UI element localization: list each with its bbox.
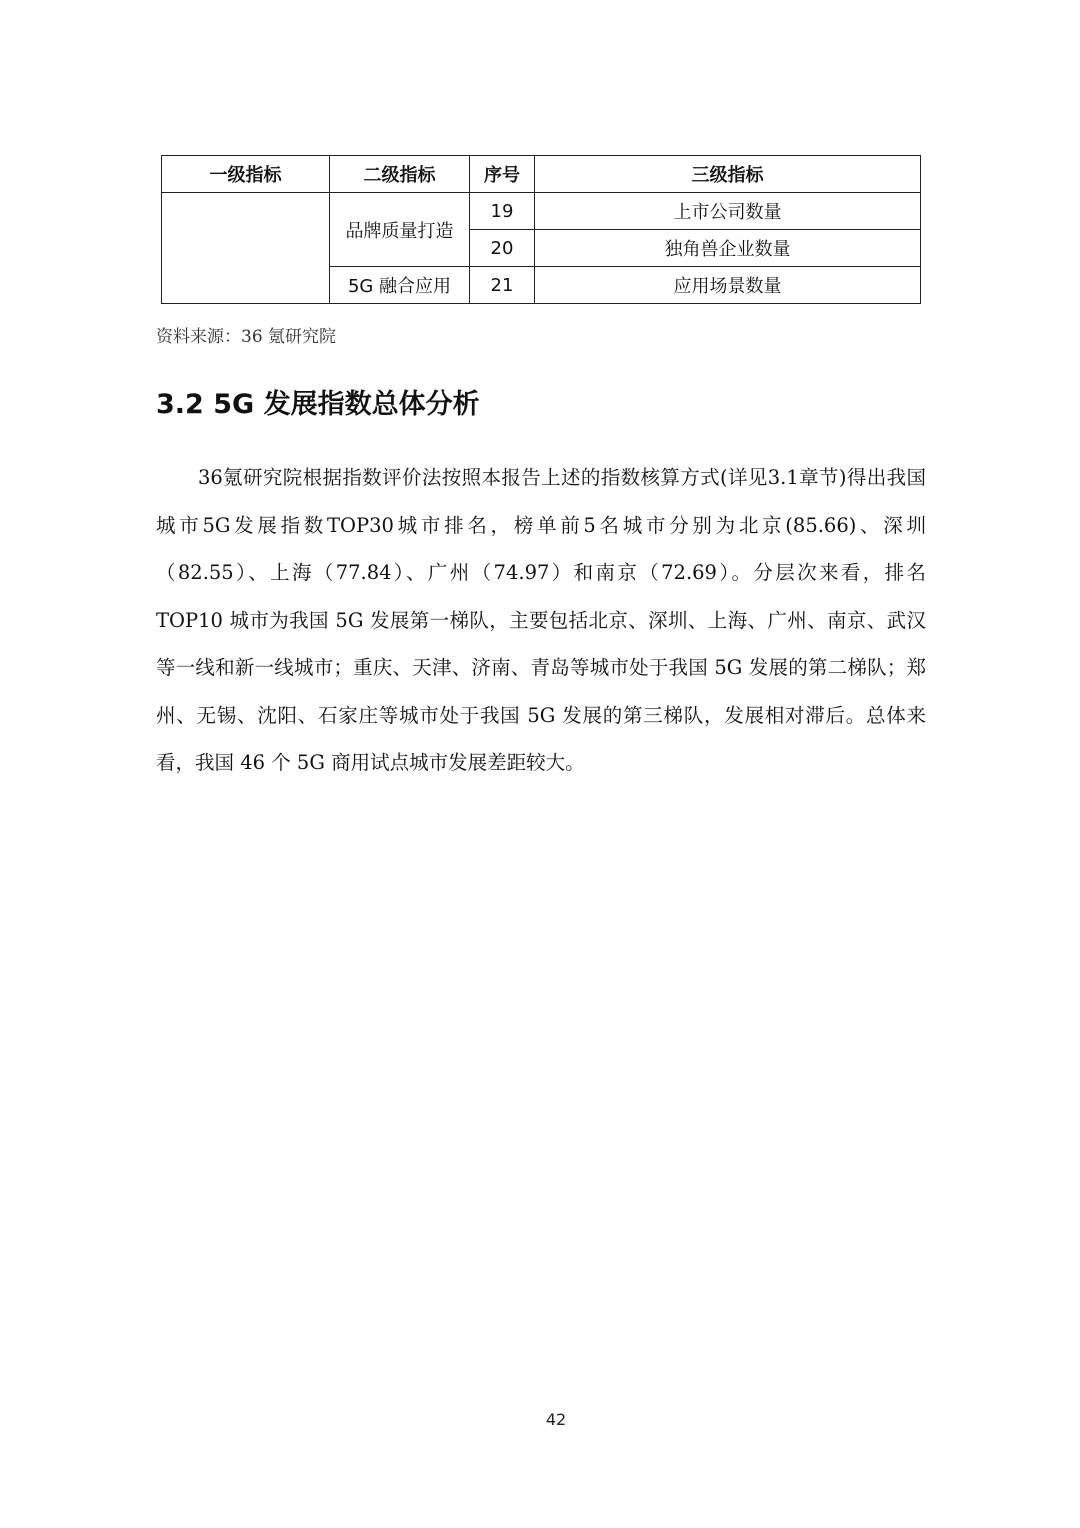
data-source-note: 资料来源：36 氪研究院 <box>156 327 337 347</box>
tertiary-indicator-cell: 上市公司数量 <box>535 193 921 230</box>
header-tertiary-indicator: 三级指标 <box>535 156 921 193</box>
tertiary-indicator-cell: 应用场景数量 <box>535 267 921 304</box>
secondary-indicator-cell: 品牌质量打造 <box>330 193 470 267</box>
page-number: 42 <box>545 1410 567 1429</box>
primary-indicator-cell <box>162 193 330 304</box>
tertiary-indicator-cell: 独角兽企业数量 <box>535 230 921 267</box>
body-paragraph <box>156 454 926 787</box>
serial-number-cell: 19 <box>470 193 535 230</box>
serial-number-cell: 20 <box>470 230 535 267</box>
serial-number-cell: 21 <box>470 267 535 304</box>
table-header-row <box>162 156 921 193</box>
paragraph-text: 36氪研究院根据指数评价法按照本报告上述的指数核算方式(详见3.1章节)得出我国城市5G发展指数TOP30城市排名，榜单前5名城市分别为北京(85.66)、深圳（82.55）、上海（77.84）、广州（74.97）和南京（72.69）。分层次来看，排名 TOP10 城市为我国 5G 发展第一梯队，主要包括北京、深圳、上海、广州、南京、武汉等一线和新一线城市；重庆、天津、济南、青岛等城市处于我国 5G 发展的第二梯队；郑州、无锡、沈阳、石家庄等城市处于我国 5G 发展的第三梯队，发展相对滞后。总体来看，我国 46 个 5G 商用试点城市发展差距较大。 <box>156 466 926 774</box>
table-row <box>162 193 921 230</box>
header-serial-number: 序号 <box>470 156 535 193</box>
section-heading: 3.2 5G 发展指数总体分析 <box>156 389 480 420</box>
header-primary-indicator: 一级指标 <box>162 156 330 193</box>
header-secondary-indicator: 二级指标 <box>330 156 470 193</box>
secondary-indicator-cell: 5G 融合应用 <box>330 267 470 304</box>
indicator-table <box>161 155 921 304</box>
